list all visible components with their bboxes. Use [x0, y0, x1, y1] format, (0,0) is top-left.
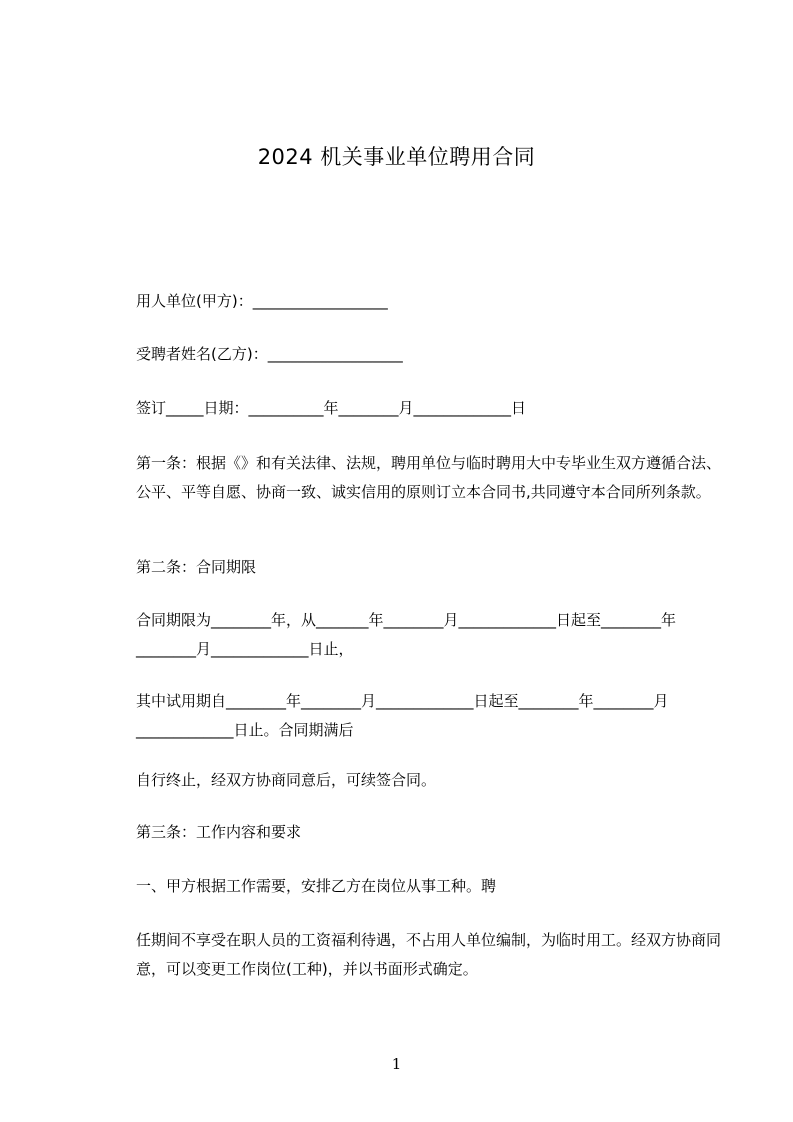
item-1-continuation-paragraph: 任期间不享受在职人员的工资福利待遇，不占用人单位编制，为临时用工。经双方协商同意，可以变更工作岗位(工种)，并以书面形式确定。 [136, 931, 722, 978]
document-title: 2024 机关事业单位聘用合同 [257, 145, 536, 169]
article-3-heading: 第三条：工作内容和要求 [136, 823, 302, 841]
termination-line: 自行终止，经双方协商同意后，可续签合同。 [136, 771, 437, 789]
article-2-heading: 第二条：合同期限 [136, 558, 257, 576]
sign-date-field-line: 签订_____日期：__________年________月_____________日 [136, 399, 527, 417]
employer-field-line: 用人单位(甲方)：__________________ [136, 292, 388, 310]
article-1-paragraph: 第一条：根据《》和有关法律、法规，聘用单位与临时聘用大中专毕业生双方遵循合法、公平、平等自愿、协商一致、诚实信用的原则订立本合同书,共同遵守本合同所列条款。 [136, 454, 722, 501]
item-1-line: 一、甲方根据工作需要，安排乙方在岗位从事工种。聘 [136, 877, 497, 895]
employee-name-field-line: 受聘者姓名(乙方)：__________________ [136, 345, 403, 363]
page-number: 1 [391, 1055, 402, 1073]
probation-paragraph: 其中试用期自________年________月_____________日起至________年________月_____________日止。合同期满后 [136, 692, 669, 739]
contract-term-paragraph: 合同期限为________年，从_______年________月_____________日起至________年________月_____________日止， [136, 611, 677, 658]
